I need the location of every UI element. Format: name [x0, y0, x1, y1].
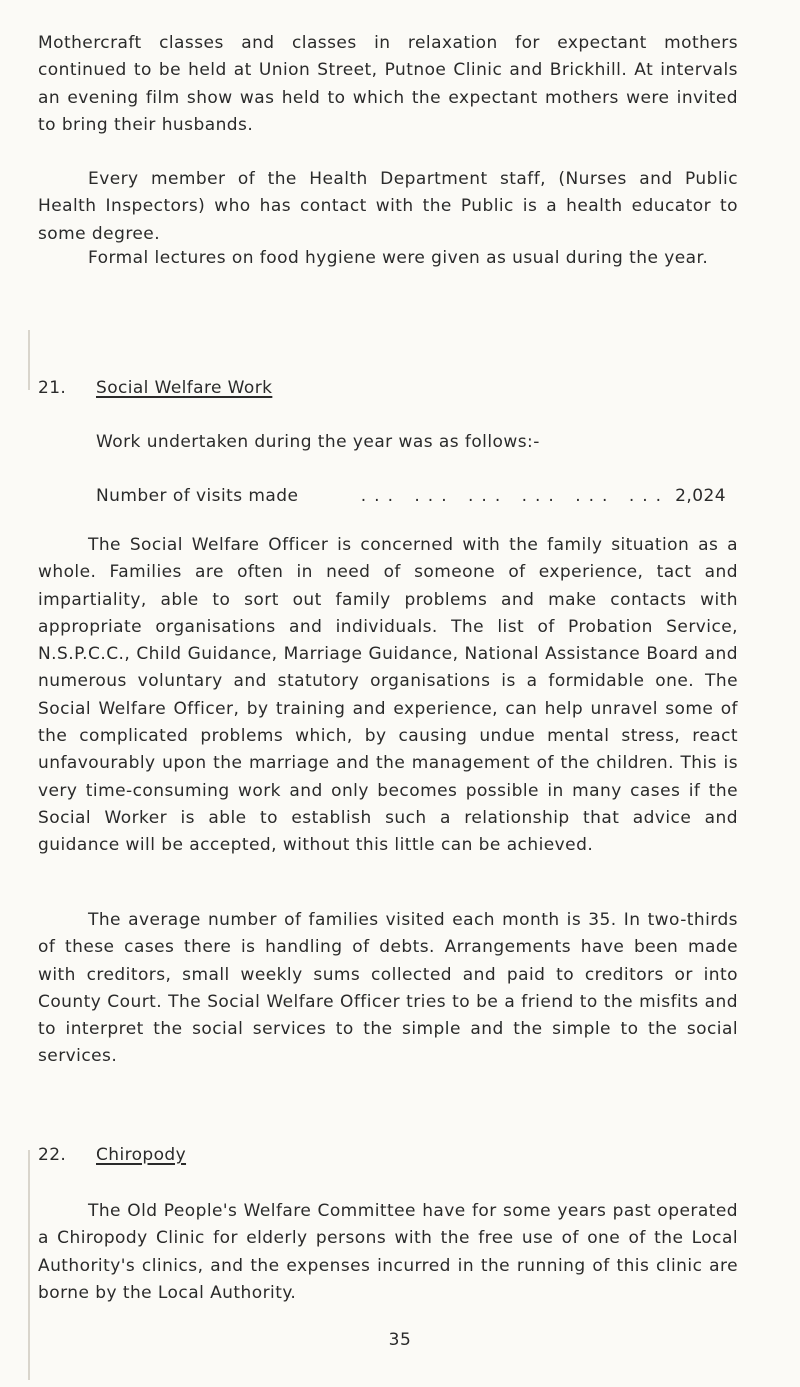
intro-paragraph-mothercraft: Mothercraft classes and classes in relaxation for expectant mothers continued to be held at Union Street, Putnoe Clinic and Brickhill. At intervals an evening film show was held to which the expectant mothers were invited to bring their husbands.	[38, 33, 738, 135]
visits-leader-dots: ... ... ... ... ... ...	[360, 486, 670, 506]
visits-label: Number of visits made	[96, 486, 299, 506]
section-22-number: 22.	[38, 1145, 67, 1165]
section-21-intro: Work undertaken during the year was as follows:-	[96, 432, 540, 452]
section-22-title: Chiropody	[96, 1145, 187, 1165]
page-number: 35	[388, 1330, 412, 1350]
intro-paragraph-food-hygiene: Formal lectures on food hygiene were given as usual during the year.	[88, 248, 709, 268]
intro-paragraph-health-educator: Every member of the Health Department staff, (Nurses and Public Health Inspectors) who has contact with the Public is a health educator to some degree.	[38, 169, 738, 244]
visits-value: 2,024	[675, 486, 726, 506]
social-welfare-paragraph-2: The average number of families visited each month is 35. In two-thirds of these cases there is handling of debts. Arrangements have been made with creditors, small weekly sums collected and paid to creditors or into County Court. The Social Welfare Officer tries to be a friend to the misfits and to interpret the social services to the simple and the simple to the social services.	[38, 910, 738, 1067]
section-21-title: Social Welfare Work	[96, 378, 273, 398]
section-21-number: 21.	[38, 378, 67, 398]
visits-row	[96, 486, 726, 506]
social-welfare-paragraph-1: The Social Welfare Officer is concerned with the family situation as a whole. Families are often in need of someone of experience, tact and impartiality, able to sort out family problems and make contacts with appropriate organisations and individuals. The list of Probation Service, N.S.P.C.C., Child Guidance, Marriage Guidance, National Assistance Board and numerous voluntary and statutory organisations is a formidable one. The Social Welfare Officer, by training and experience, can help unravel some of the complicated problems which, by causing undue mental stress, react unfavourably upon the marriage and the management of the children. This is very time-consuming work and only becomes possible in many cases if the Social Worker is able to establish such a relationship that advice and guidance will be accepted, without this little can be achieved.	[38, 535, 738, 856]
scan-margin-shadow	[28, 330, 30, 390]
chiropody-paragraph: The Old People's Welfare Committee have for some years past operated a Chiropody Clinic for elderly persons with the free use of one of the Local Authority's clinics, and the expenses incurred in the running of this clinic are borne by the Local Authority.	[38, 1201, 738, 1303]
